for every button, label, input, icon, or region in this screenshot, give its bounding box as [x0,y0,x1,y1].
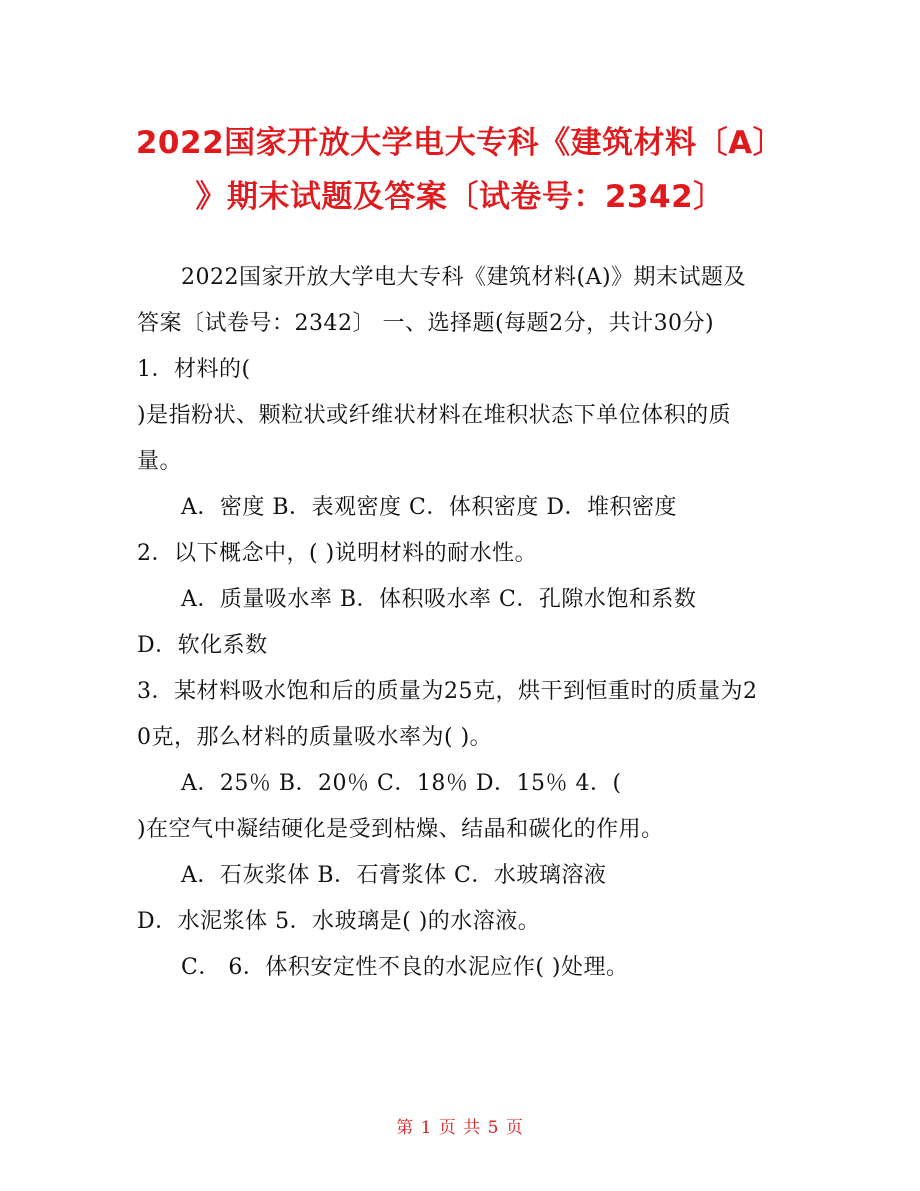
page-number-footer: 第 1 页 共 5 页 [396,1118,524,1138]
body-line-9: D．软化系数 [137,633,268,658]
body-line-15: D．水泥浆体 5．水玻璃是( )的水溶液。 [137,909,541,934]
body-line-16: C． 6．体积安定性不良的水泥应作( )处理。 [181,955,629,980]
body-line-13: )在空气中凝结硬化是受到枯燥、结晶和碳化的作用。 [137,817,664,842]
body-line-12: A．25％ B．20％ C．18％ D．15％ 4．( [181,771,622,796]
body-line-11: 0克，那么材料的质量吸水率为( )。 [137,725,493,750]
body-line-2: 答案〔试卷号：2342〕 一、选择题(每题2分，共计30分) [137,311,715,336]
title-line-2: 》期末试题及答案〔试卷号：2342〕 [195,179,725,215]
body-line-3: 1．材料的( [137,357,251,382]
body-line-4: )是指粉状、颗粒状或纤维状材料在堆积状态下单位体积的质 [137,403,732,428]
body-line-1: 2022国家开放大学电大专科《建筑材料(A)》期末试题及 [181,265,747,290]
body-line-10: 3．某材料吸水饱和后的质量为25克，烘干到恒重时的质量为2 [137,679,758,704]
document-title [100,116,820,224]
body-line-6: A．密度 B．表观密度 C．体积密度 D．堆积密度 [181,495,678,520]
body-line-7: 2．以下概念中，( )说明材料的耐水性。 [137,541,538,566]
title-line-1: 2022国家开放大学电大专科《建筑材料〔A〕 [135,125,785,161]
body-line-14: A．石灰浆体 B．石膏浆体 C．水玻璃溶液 [181,863,607,888]
body-line-8: A．质量吸水率 B．体积吸水率 C．孔隙水饱和系数 [181,587,697,612]
body-line-5: 量。 [137,449,183,474]
